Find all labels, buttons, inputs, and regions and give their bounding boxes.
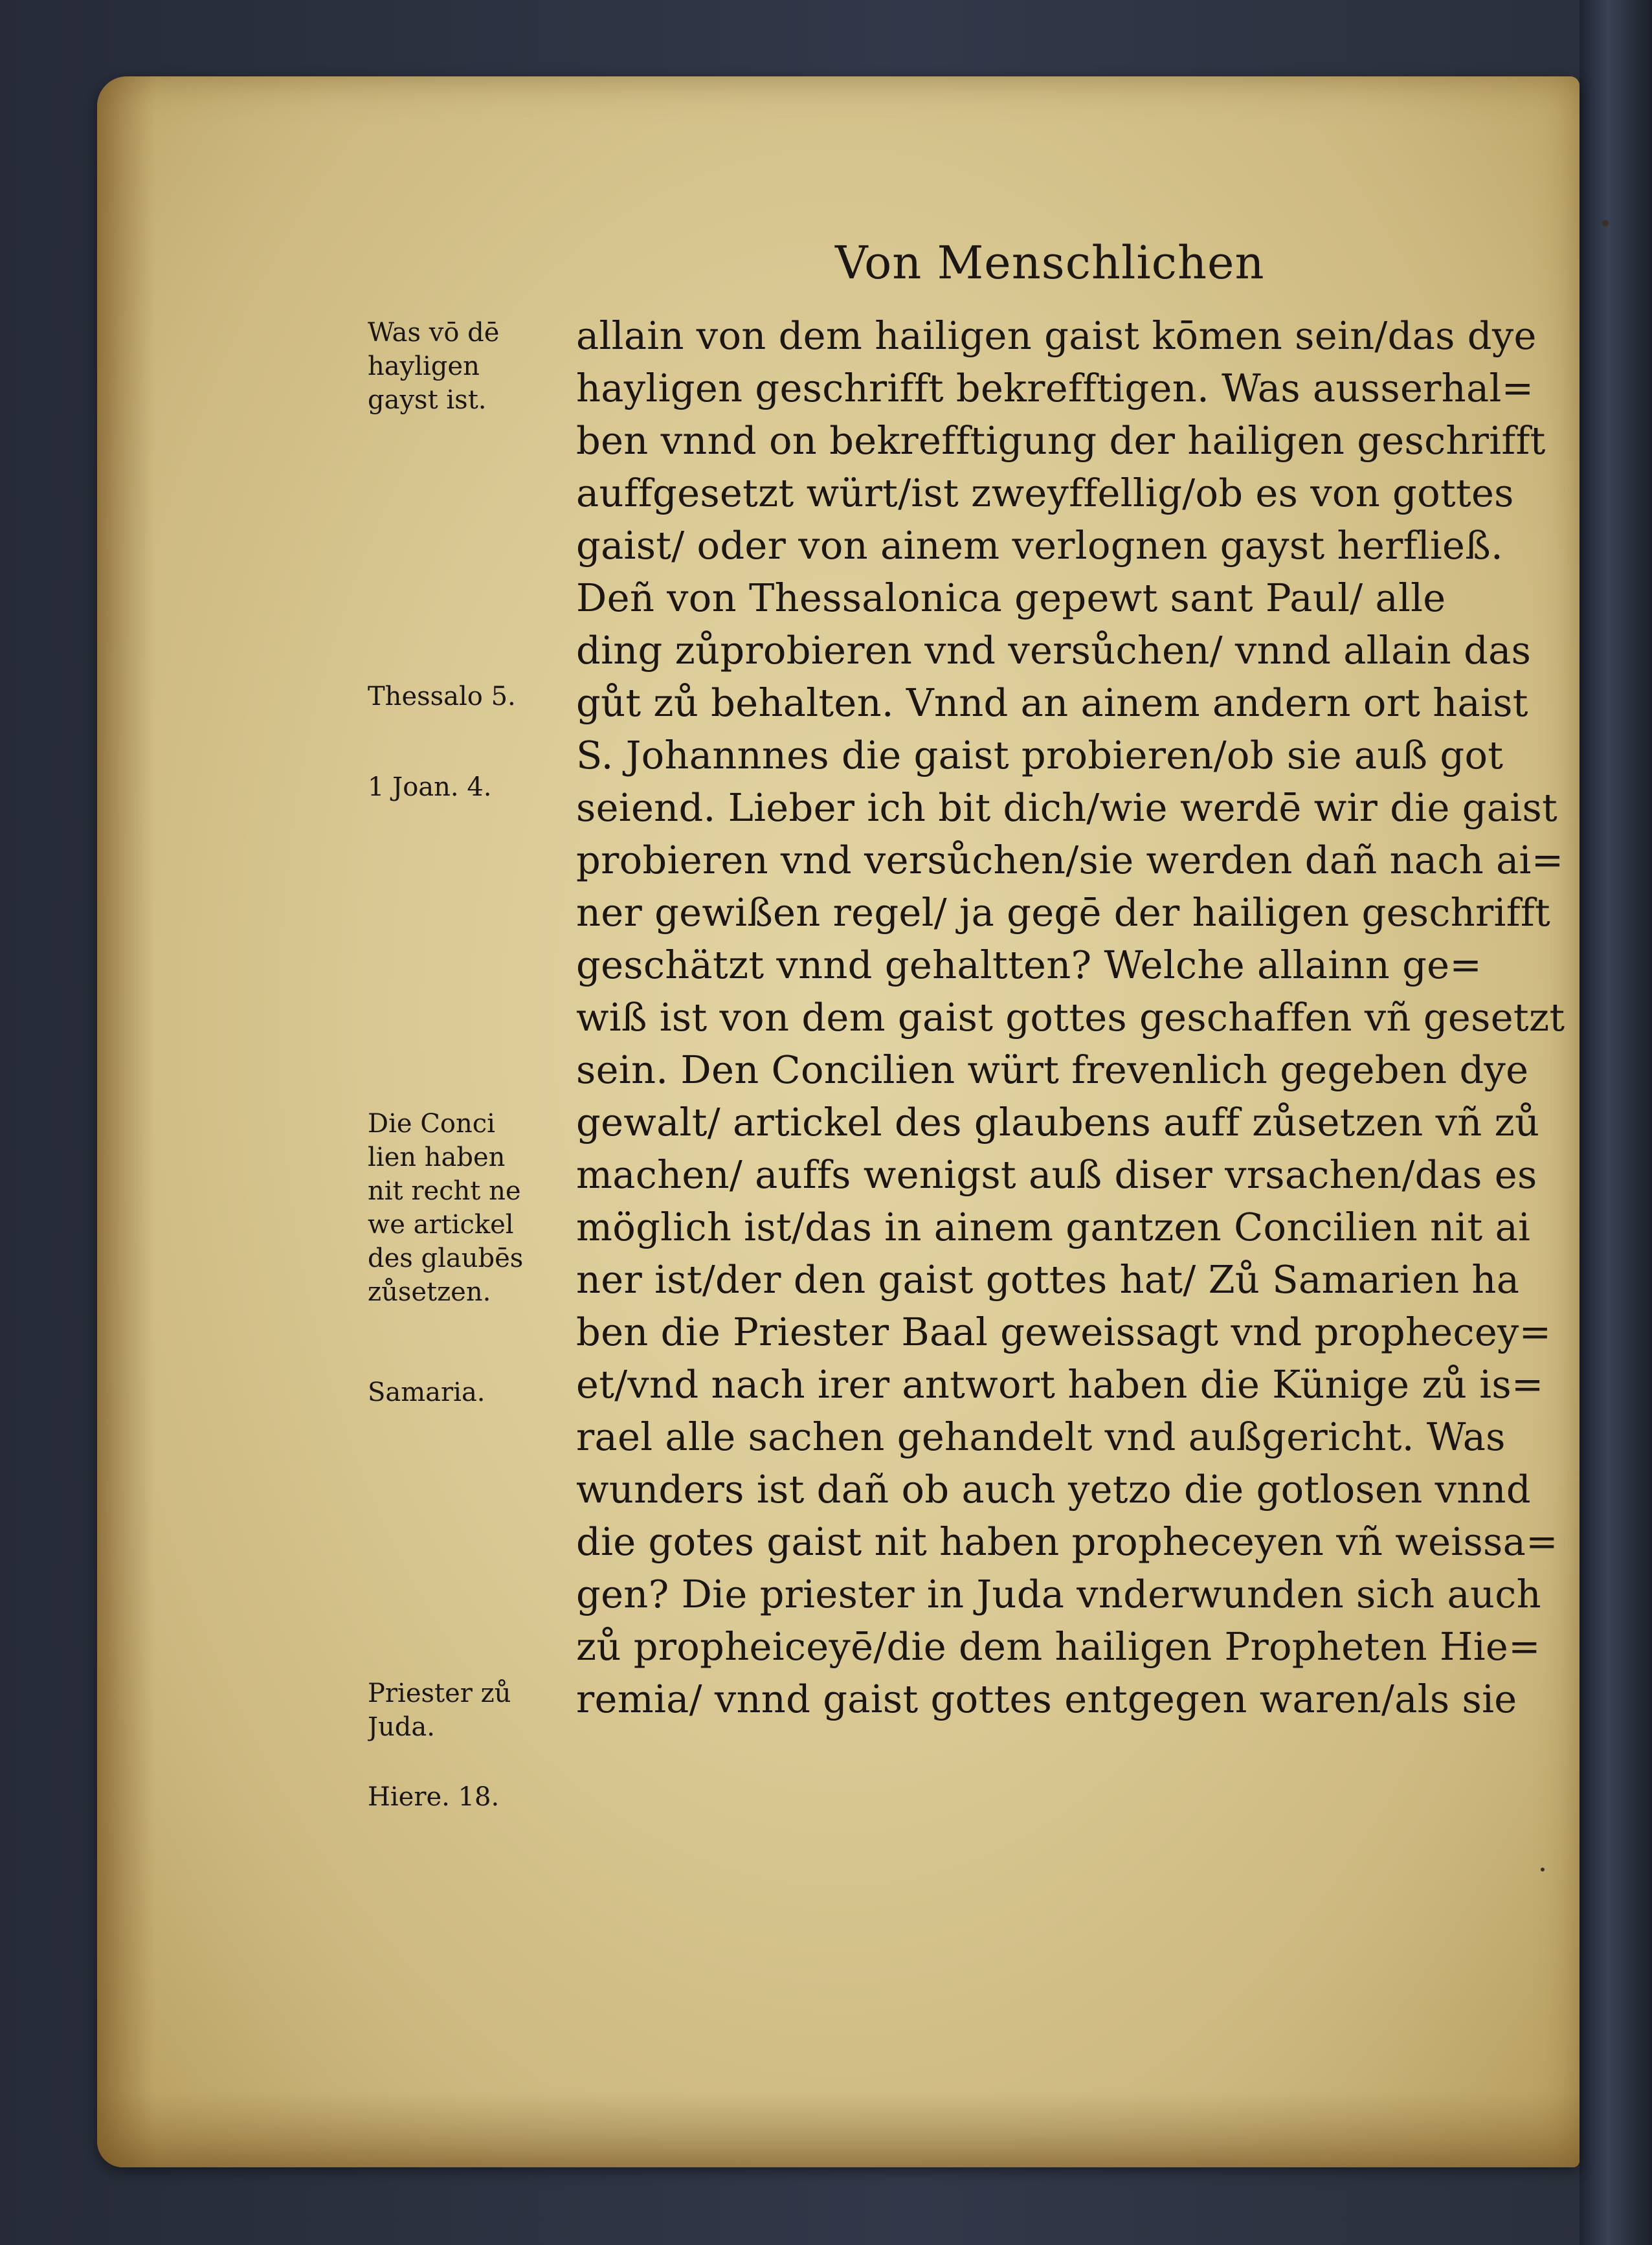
body-line: ben vnnd on bekrefftigung der hailigen geschrifft xyxy=(576,418,1546,463)
marginal-note: Die Conci lien haben nit recht ne we artickel des glaubēs zůsetzen. xyxy=(368,1109,524,1307)
ink-speck xyxy=(1541,1868,1545,1871)
body-line: seiend. Lieber ich bit dich/wie werdē wir die gaist xyxy=(576,785,1558,830)
body-line: geschätzt vnnd gehaltten? Welche allainn ge= xyxy=(576,943,1482,987)
body-line: allain von dem hailigen gaist kōmen sein/das dye xyxy=(576,313,1537,358)
body-line: wiß ist von dem gaist gottes geschaffen vñ gesetzt xyxy=(576,995,1565,1040)
body-line: et/vnd nach irer antwort haben die Künige zů is= xyxy=(576,1362,1544,1407)
body-line: ben die Priester Baal geweissagt vnd prophecey= xyxy=(576,1310,1552,1354)
marginal-note: Was vō dē hayligen gayst ist. xyxy=(368,318,500,415)
body-line: ner ist/der den gaist gottes hat/ Zů Samarien ha xyxy=(576,1257,1520,1302)
body-line: sein. Den Concilien würt frevenlich gegeben dye xyxy=(576,1047,1529,1092)
body-line: ding zůprobieren vnd versůchen/ vnnd allain das xyxy=(576,628,1532,673)
body-line: remia/ vnnd gaist gottes entgegen waren/als sie xyxy=(576,1677,1517,1721)
body-line: gůt zů behalten. Vnnd an ainem andern ort haist xyxy=(576,680,1528,725)
body-line: zů propheiceyē/die dem hailigen Propheten Hie= xyxy=(576,1624,1541,1669)
marginal-note: Samaria. xyxy=(368,1378,486,1407)
marginal-note: Thessalo 5. xyxy=(368,682,516,711)
body-line: möglich ist/das in ainem gantzen Concilien nit ai xyxy=(576,1205,1531,1249)
body-line: machen/ auffs wenigst auß diser vrsachen/das es xyxy=(576,1152,1537,1197)
body-line: rael alle sachen gehandelt vnd außgericht. Was xyxy=(576,1414,1506,1459)
body-line: auffgesetzt würt/ist zweyffellig/ob es von gottes xyxy=(576,471,1514,515)
running-head: Von Menschlichen xyxy=(835,236,1265,289)
body-line: probieren vnd versůchen/sie werden dañ nach ai= xyxy=(576,838,1564,882)
body-line: gen? Die priester in Juda vnderwunden sich auch xyxy=(576,1572,1541,1616)
body-line: Deñ von Thessalonica gepewt sant Paul/ alle xyxy=(576,575,1446,620)
body-line: gaist/ oder von ainem verlognen gayst herfließ. xyxy=(576,523,1504,568)
body-line: wunders ist dañ ob auch yetzo die gotlosen vnnd xyxy=(576,1467,1531,1512)
marginal-note: Priester zů Juda. xyxy=(368,1679,511,1742)
ink-speck xyxy=(1602,220,1609,227)
body-line: S. Johannnes die gaist probieren/ob sie auß got xyxy=(576,733,1504,777)
body-line: ner gewißen regel/ ja gegē der hailigen geschrifft xyxy=(576,890,1550,935)
facing-page-edge xyxy=(1579,0,1652,2245)
body-line: hayligen geschrifft bekrefftigen. Was ausserhal= xyxy=(576,366,1534,410)
marginal-note: 1 Joan. 4. xyxy=(368,772,492,802)
body-text-block xyxy=(576,309,1573,1725)
marginal-note: Hiere. 18. xyxy=(368,1782,500,1812)
body-line: die gotes gaist nit haben propheceyen vñ weissa= xyxy=(576,1519,1558,1564)
body-line: gewalt/ artickel des glaubens auff zůsetzen vñ zů xyxy=(576,1100,1540,1145)
